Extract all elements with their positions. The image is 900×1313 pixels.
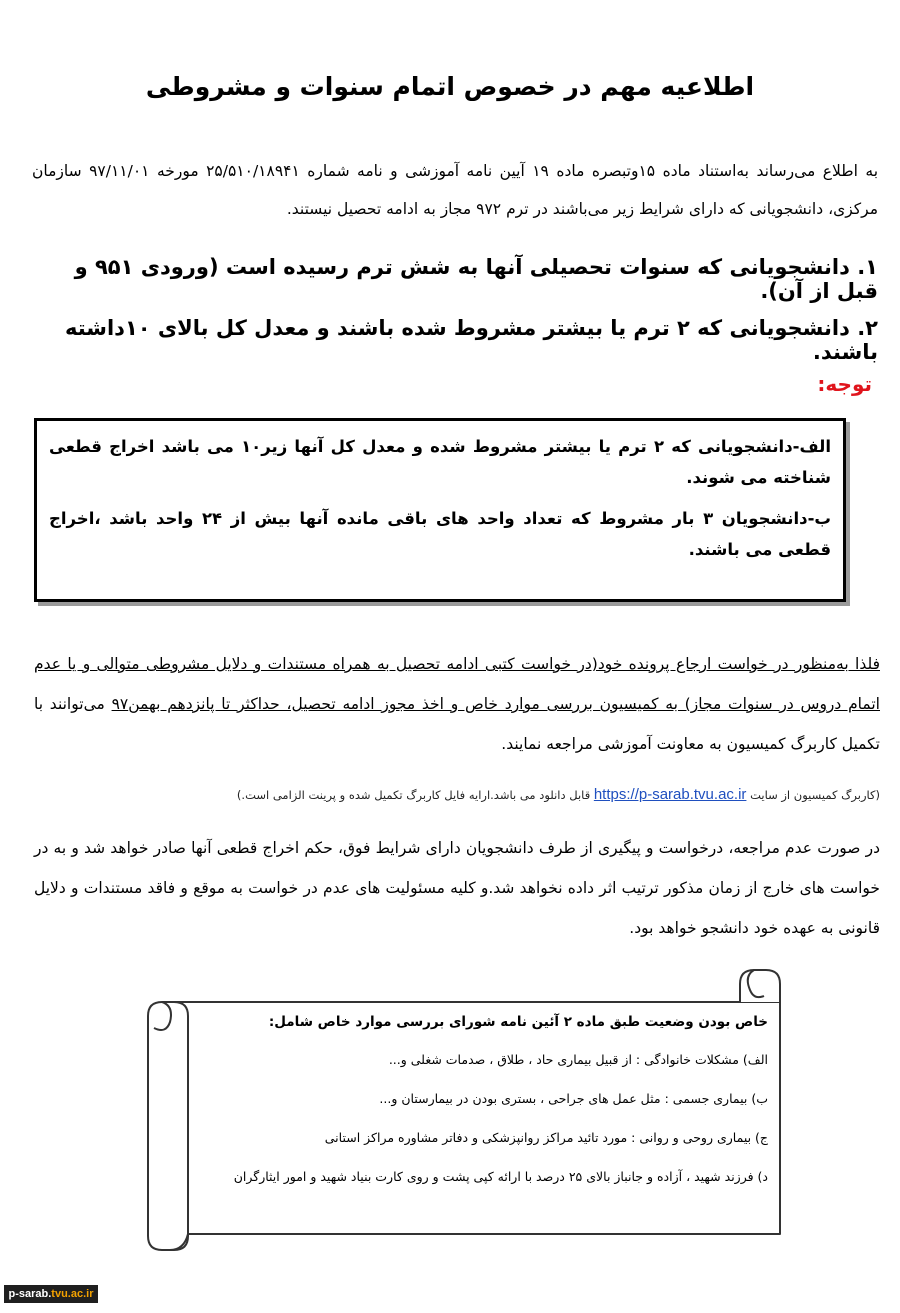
condition-item-2: ۲. دانشجویانی که ۲ ترم یا بیشتر مشروط شده باشند و معدل کل بالای ۱۰داشته باشند. bbox=[65, 316, 878, 364]
form-download-note bbox=[110, 786, 880, 803]
scroll-content bbox=[220, 1014, 768, 1208]
request-paragraph bbox=[34, 644, 880, 764]
form-note-after: قابل دانلود می باشد.ارایه فایل کاربرگ تکمیل شده و پرینت الزامی است.) bbox=[236, 788, 594, 802]
form-note-before: (کاربرگ کمیسیون از سایت bbox=[746, 788, 880, 802]
special-case-jim: ج) بیماری روحی و روانی : مورد تائید مراکز روانپزشکی و دفاتر مشاوره مراکز استانی bbox=[324, 1130, 768, 1145]
website-link[interactable]: https://p-sarab.tvu.ac.ir bbox=[593, 786, 747, 803]
special-case-be: ب) بیماری جسمی : مثل عمل های جراحی ، بستری بودن در بیمارستان و... bbox=[379, 1091, 768, 1106]
note-alef: الف-دانشجویانی که ۲ ترم یا بیشتر مشروط شده و معدل کل آنها زیر۱۰ می باشد اخراج قطعی شناخته می شوند. bbox=[49, 437, 832, 487]
logo-accent-text: tvu.ac.ir bbox=[51, 1288, 94, 1300]
note-be: ب-دانشجویان ۳ بار مشروط که تعداد واحد های باقی مانده آنها بیش از ۲۴ واحد باشد ،اخراج قطعی می باشند. bbox=[49, 509, 832, 559]
special-cases-scroll bbox=[140, 966, 820, 1256]
page-title: اطلاعیه مهم در خصوص اتمام سنوات و مشروطی bbox=[145, 72, 755, 101]
attention-label: توجه: bbox=[817, 372, 872, 396]
site-logo bbox=[4, 1285, 98, 1303]
warning-paragraph: در صورت عدم مراجعه، درخواست و پیگیری از طرف دانشجویان دارای شرایط فوق، حکم اخراج قطعی آنها صادر خواهد شد و به در خواست های خارج از زمان مذکور ترتیب اثر داده نخواهد شد.و کلیه مسئولیت های عدم در خواست به موقع و فاقد مستندات و دلایل قانونی به عهده خود دانشجو خواهد بود. bbox=[34, 839, 880, 937]
request-underlined-text: فلذا به‌منظور در خواست ارجاع پرونده خود(در خواست کتبی ادامه تحصیل به همراه مستندات و دلایل مشروطی متوالی و یا عدم اتمام دروس در سنوات مجاز) به کمیسیون بررسی موارد خاص و اخذ مجوز ادامه تحصیل، حداکثر تا پانزدهم بهمن۹۷ bbox=[34, 655, 880, 713]
special-case-dal: د) فرزند شهید ، آزاده و جانباز بالای ۲۵ درصد با ارائه کپی پشت و روی کارت بنیاد شهید و امور ایثارگران bbox=[233, 1169, 768, 1184]
condition-item-1: ۱. دانشجویانی که سنوات تحصیلی آنها به شش ترم رسیده است (ورودی ۹۵۱ و قبل از آن). bbox=[74, 255, 878, 303]
intro-paragraph: به اطلاع می‌رساند به‌استناد ماده ۱۵وتبصره ماده ۱۹ آیین نامه آموزشی و نامه شماره ۲۵/۵۱۰/۱۸۹۴۱ مورخه ۹۷/۱۱/۰۱ سازمان مرکزی، دانشجویانی که دارای شرایط زیر می‌باشند در ترم ۹۷۲ مجاز به ادامه تحصیل نیستند. bbox=[32, 162, 879, 218]
special-case-alef: الف) مشکلات خانوادگی : از قبیل بیماری حاد ، طلاق ، صدمات شغلی و... bbox=[388, 1052, 768, 1067]
request-rest-text: می‌توانند با تکمیل کاربرگ کمیسیون به معاونت آموزشی مراجعه نمایند. bbox=[34, 695, 880, 753]
scroll-title: خاص بودن وضعیت طبق ماده ۲ آئین نامه شورای بررسی موارد خاص شامل: bbox=[268, 1014, 768, 1030]
logo-main-text: p-sarab. bbox=[8, 1288, 52, 1300]
notes-box bbox=[34, 418, 846, 602]
